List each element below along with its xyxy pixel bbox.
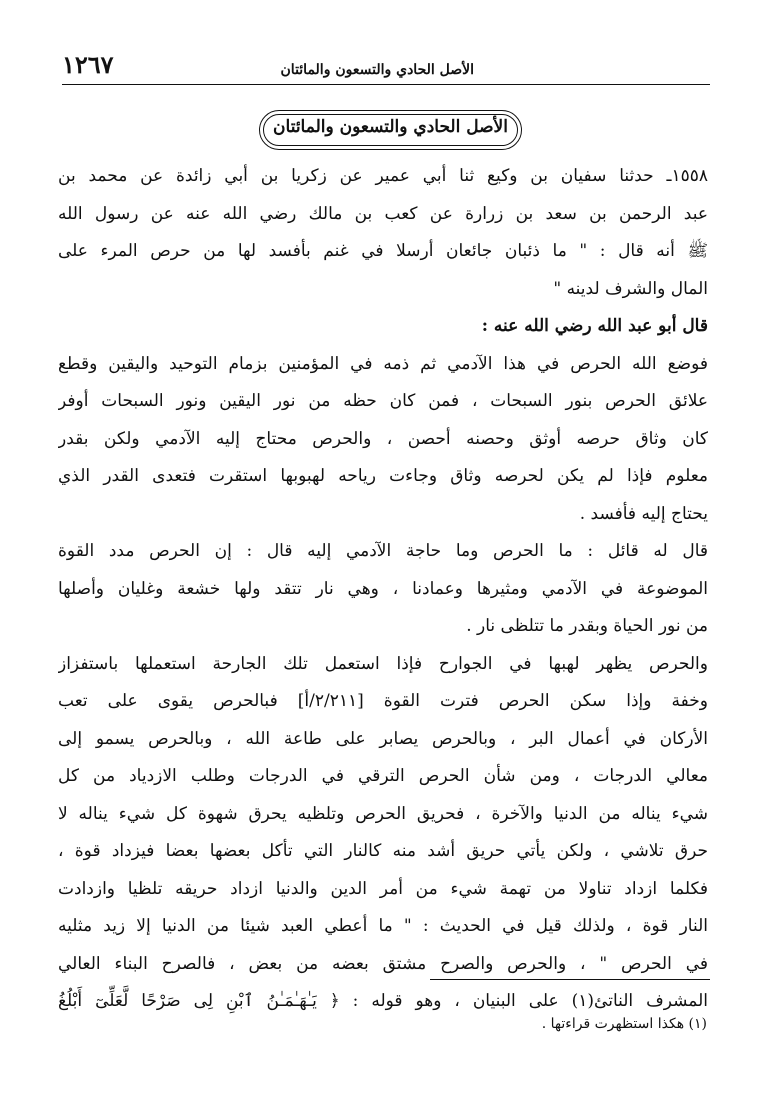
text-line: الموضوعة في الآدمي ومثيرها وعمادنا ، وهي نار تتقد ولها خشعة وغليان وأصلها bbox=[58, 578, 708, 599]
text-line: حرق تلاشي ، ولكن يأتي حريق أشد منه كالنار التي تأكل بعضها بعضا فيزداد قوة ، bbox=[58, 841, 708, 861]
section-title: الأصل الحادي والتسعون والمائتان bbox=[273, 117, 508, 137]
body-text bbox=[58, 158, 708, 1021]
footnote: (١) هكذا استظهرت قراءتها . bbox=[541, 1016, 707, 1032]
section-title-frame bbox=[259, 110, 522, 150]
text-line: المشرف الناتئ(١) على البنيان ، وهو قوله : ﴿ يَـٰهَـٰمَـٰنُ ٱبْنِ لِى صَرْحًا لَّعَلِّىٓ أَبْلُغُ bbox=[58, 991, 708, 1011]
text-line: ﷺ أنه قال : " ما ذئبان جائعان أرسلا في غنم بأفسد لها من حرص المرء على bbox=[58, 241, 708, 261]
text-line: النار قوة ، ولذلك قيل في الحديث : " ما أعطي العبد شيئا من الدنيا إلا زيد مثليه bbox=[58, 916, 708, 936]
text-line: المال والشرف لدينه " bbox=[553, 278, 708, 299]
text-line: قال أبو عبد الله رضي الله عنه : bbox=[481, 316, 708, 336]
text-line: علائق الحرص بنور السبحات ، فمن كان حظه من نور اليقين ونور السبحات أوفر bbox=[58, 391, 708, 411]
page-number: ١٢٦٧ bbox=[62, 50, 114, 79]
text-line: معالي الدرجات ، ومن شأن الحرص الترقي في الدرجات وطلب الازدياد من كل bbox=[58, 766, 708, 786]
header-divider bbox=[62, 84, 710, 85]
page-header bbox=[62, 50, 710, 82]
text-line: كان وثاق حرصه أوثق وحصنه أحصن ، والحرص محتاج إليه الآدمي ولكن بقدر bbox=[58, 428, 708, 449]
text-line: من نور الحياة وبقدر ما تتلظى نار . bbox=[466, 616, 708, 636]
text-line: ١٥٥٨ـ حدثنا سفيان بن وكيع ثنا أبي عمير عن زكريا بن أبي زائدة عن محمد بن bbox=[58, 166, 708, 186]
text-line: قال له قائل : ما الحرص وما حاجة الآدمي إليه قال : إن الحرص مدد القوة bbox=[58, 541, 708, 561]
text-line: فوضع الله الحرص في هذا الآدمي ثم ذمه في المؤمنين بزمام التوحيد واليقين وقطع bbox=[58, 353, 708, 374]
running-title: الأصل الحادي والتسعون والمائتان bbox=[280, 62, 474, 78]
text-line: وخفة وإذا سكن الحرص فترت القوة [٢/٢١١/أ] فبالحرص يقوى على تعب bbox=[58, 691, 708, 711]
text-line: عبد الرحمن بن سعد بن زرارة عن كعب بن مالك رضي الله عنه عن رسول الله bbox=[58, 203, 708, 224]
text-line: والحرص يظهر لهبها في الجوارح فإذا استعمل تلك الجارحة استعملها باستفزاز bbox=[58, 653, 708, 674]
text-line: شيء يناله من الدنيا والآخرة ، فحريق الحرص وتلظيه يحرق شهوة كل شيء يناله لا bbox=[58, 803, 708, 824]
text-line: فكلما ازداد تناولا من تهمة شيء من أمر الدين والدنيا ازداد حريقه تلظيا وازدادت bbox=[58, 878, 708, 899]
text-line: معلوم فإذا لم يكن لحرصه وثاق وجاءت رياحه لهبوبها استقرت فتعدى القدر الذي bbox=[58, 466, 708, 486]
text-line: الأركان في أعمال البر ، وبالحرص يصابر على طاعة الله ، وبالحرص يسمو إلى bbox=[58, 728, 708, 749]
footnote-divider bbox=[430, 979, 710, 980]
text-line: يحتاج إليه فأفسد . bbox=[579, 503, 708, 524]
text-line: في الحرص " ، والحرص والصرح مشتق بعضه من بعض ، فالصرح البناء العالي bbox=[58, 953, 708, 974]
